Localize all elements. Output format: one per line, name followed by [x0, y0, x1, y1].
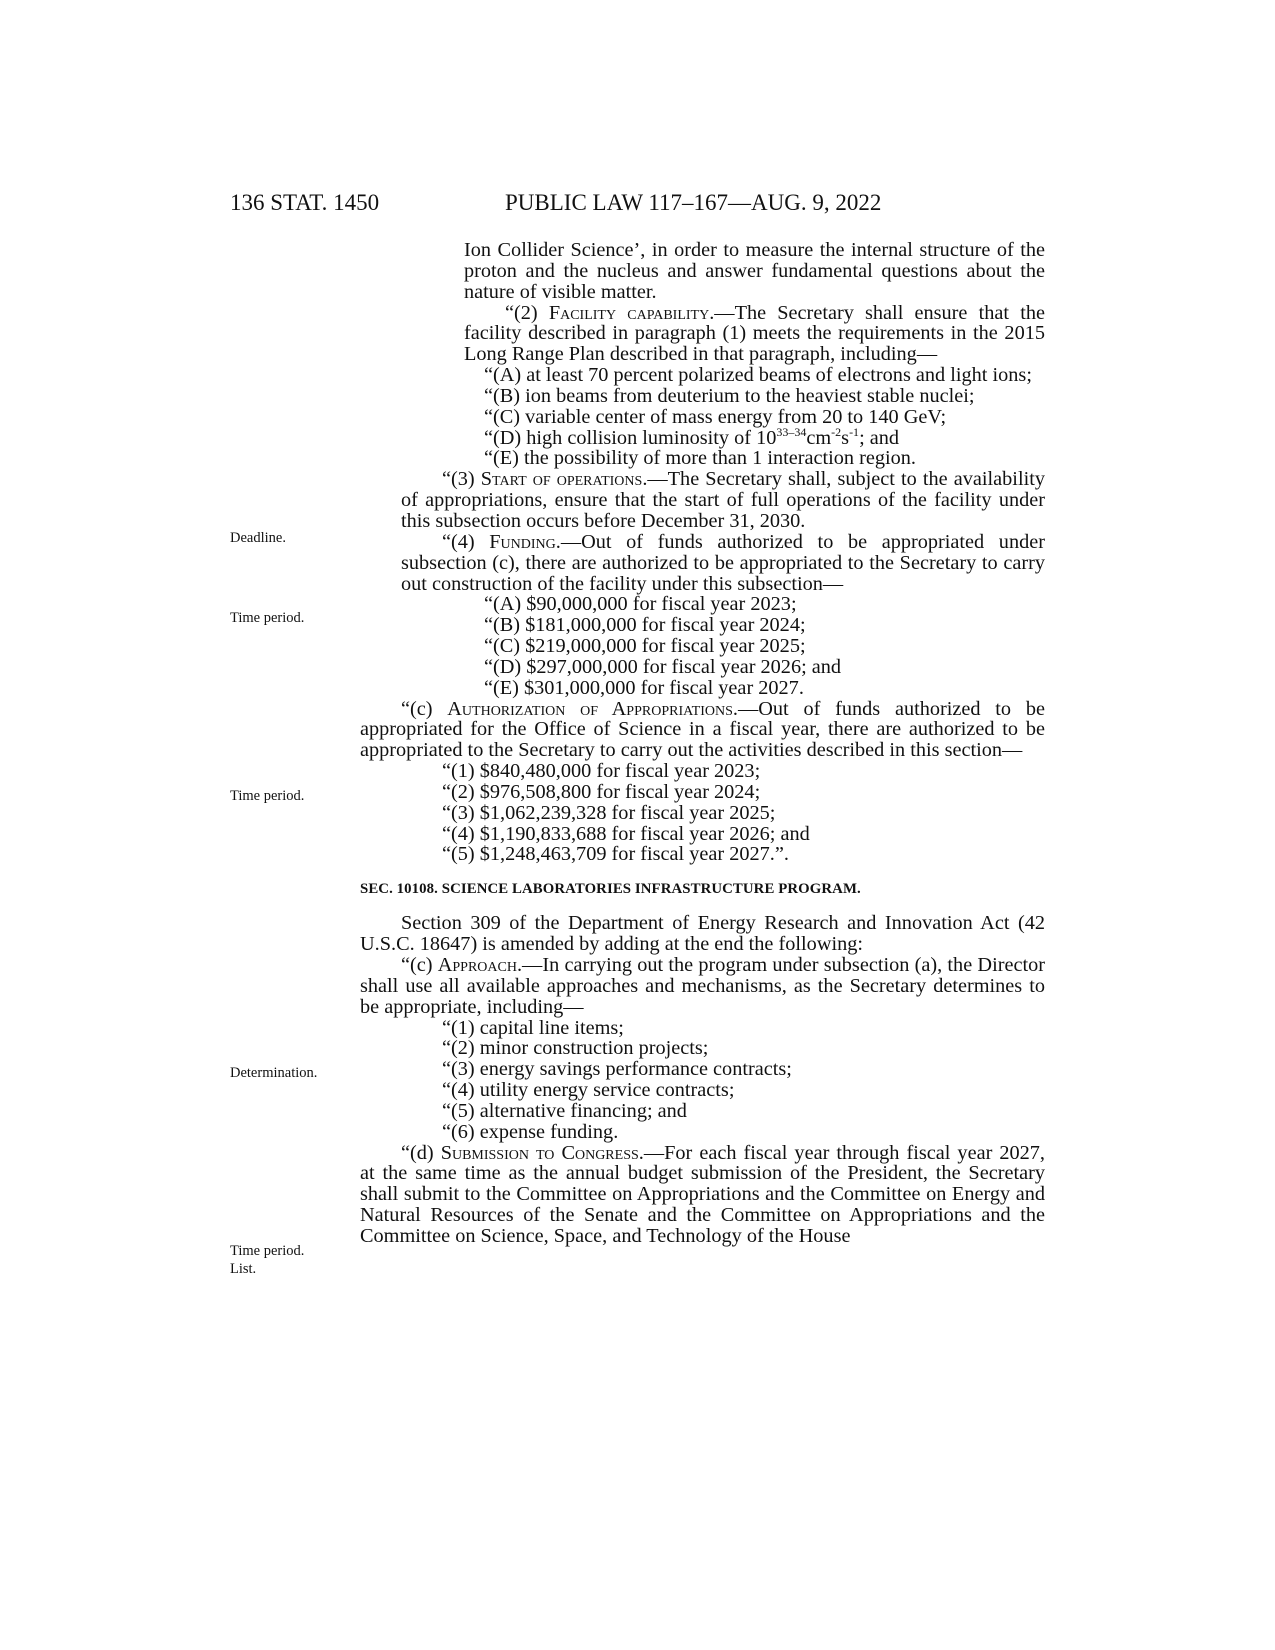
paragraph-start-of-operations	[380, 469, 1045, 532]
list-item: “(1) $840,480,000 for fiscal year 2023;	[442, 760, 761, 783]
list-item: “(2) $976,508,800 for fiscal year 2024;	[442, 780, 761, 803]
paragraph-heading: Start of operations	[480, 468, 643, 491]
list-item: “(E) the possibility of more than 1 interaction region.	[484, 447, 916, 470]
statute-text	[360, 239, 1045, 1247]
paragraph-body: .—In carrying out the program under subsection (a), the Director shall use all available approaches and mechanisms, as the Secretary determines to be appropriate, including—	[360, 954, 1045, 1018]
paragraph-heading: Authorization of Appropriations	[447, 697, 733, 720]
margin-note-determination: Determination.	[230, 1065, 318, 1081]
paragraph-facility-capability	[380, 303, 1045, 366]
list-item: “(C) $219,000,000 for fiscal year 2025;	[484, 635, 806, 658]
paragraph-body: .—The Secretary shall ensure that the facility described in paragraph (1) meets the requirements in the 2015 Long Range Plan described in that paragraph, including—	[464, 301, 1045, 366]
paragraph-funding	[380, 532, 1045, 595]
list-item: “(E) $301,000,000 for fiscal year 2027.	[484, 676, 804, 699]
exponent: -2	[831, 424, 842, 439]
margin-note-list: List.	[230, 1261, 257, 1277]
list-item: “(C) variable center of mass energy from 20 to 140 GeV;	[484, 405, 947, 428]
unit-cm: cm	[806, 426, 832, 449]
paragraph-body: .—Out of funds authorized to be appropriated under subsection (c), there are authorized to be appropriated to the Secretary to carry out construction of the facility under this subsection—	[401, 530, 1045, 595]
paragraph-body: .—Out of funds authorized to be appropriated for the Office of Science in a fiscal year, there are authorized to be appropriated to the Secretary to carry out the activities described in this section—	[360, 697, 1045, 762]
law-title: PUBLIC LAW 117–167—AUG. 9, 2022	[505, 190, 882, 215]
section-heading: SEC. 10108. SCIENCE LABORATORIES INFRASTRUCTURE PROGRAM.	[360, 881, 861, 898]
section-intro: Section 309 of the Department of Energy Research and Innovation Act (42 U.S.C. 18647) is amended by adding at the end the following:	[360, 912, 1045, 956]
paragraph-number: “(2)	[505, 301, 549, 324]
margin-note-deadline: Deadline.	[230, 530, 286, 546]
list-item: “(D) $297,000,000 for fiscal year 2026; and	[484, 655, 842, 678]
list-item: “(5) alternative financing; and	[442, 1099, 687, 1122]
unit-s: s	[841, 426, 850, 449]
list-item-luminosity	[380, 424, 1045, 449]
paragraph-submission	[360, 1143, 1045, 1247]
paragraph-approach	[360, 955, 1045, 1018]
paragraph-authorization	[360, 699, 1045, 762]
paragraph-continued: Ion Collider Science’, in order to measure the internal structure of the proton and the nucleus and answer fundamental questions about the nature of visible matter.	[464, 239, 1045, 303]
list-item: “(6) expense funding.	[442, 1120, 619, 1143]
exponent: -1	[849, 424, 860, 439]
list-item: “(B) ion beams from deuterium to the heaviest stable nuclei;	[484, 384, 975, 407]
paragraph-heading: Approach	[437, 954, 517, 976]
paragraph-number: “(4)	[442, 530, 490, 553]
paragraph-heading: Facility capability	[548, 301, 710, 324]
paragraph-number: “(c)	[401, 954, 438, 976]
paragraph-number: “(d)	[401, 1141, 441, 1164]
luminosity-text: “(D) high collision luminosity of 10	[484, 426, 777, 449]
margin-note-time-period: Time period.	[230, 1243, 305, 1259]
list-item: “(A) $90,000,000 for fiscal year 2023;	[484, 593, 797, 616]
paragraph-heading: Submission to Congress	[440, 1141, 639, 1164]
margin-note-time-period: Time period.	[230, 788, 305, 804]
running-head	[230, 186, 930, 220]
list-item-tail: ; and	[859, 426, 900, 449]
list-item: “(4) utility energy service contracts;	[442, 1079, 735, 1102]
exponent: 33–34	[776, 424, 807, 439]
list-item: “(5) $1,248,463,709 for fiscal year 2027.”.	[442, 843, 789, 866]
list-item: “(B) $181,000,000 for fiscal year 2024;	[484, 614, 806, 637]
paragraph-body: .—For each fiscal year through fiscal year 2027, at the same time as the annual budget submission of the President, the Secretary shall submit to the Committee on Appropriations and the Committee on Energy and Natural Resources of the Senate and the Committee on Appropriations and the Committee on Science, Space, and Technology of the House	[360, 1141, 1045, 1247]
margin-note-time-period: Time period.	[230, 610, 305, 626]
list-item: “(4) $1,190,833,688 for fiscal year 2026; and	[442, 822, 810, 845]
stat-page-number: 136 STAT. 1450	[230, 190, 380, 215]
list-item: “(A) at least 70 percent polarized beams of electrons and light ions;	[484, 364, 1032, 387]
paragraph-body: .—The Secretary shall, subject to the availability of appropriations, ensure that the start of full operations of the facility under this subsection occurs before December 31, 2030.	[401, 468, 1045, 532]
paragraph-number: “(c)	[401, 697, 448, 720]
list-item: “(1) capital line items;	[442, 1016, 624, 1039]
paragraph-heading: Funding	[489, 530, 556, 553]
paragraph-number: “(3)	[442, 468, 481, 491]
list-item: “(2) minor construction projects;	[442, 1037, 709, 1060]
list-item: “(3) energy savings performance contracts;	[442, 1058, 792, 1081]
list-item: “(3) $1,062,239,328 for fiscal year 2025;	[442, 801, 776, 824]
